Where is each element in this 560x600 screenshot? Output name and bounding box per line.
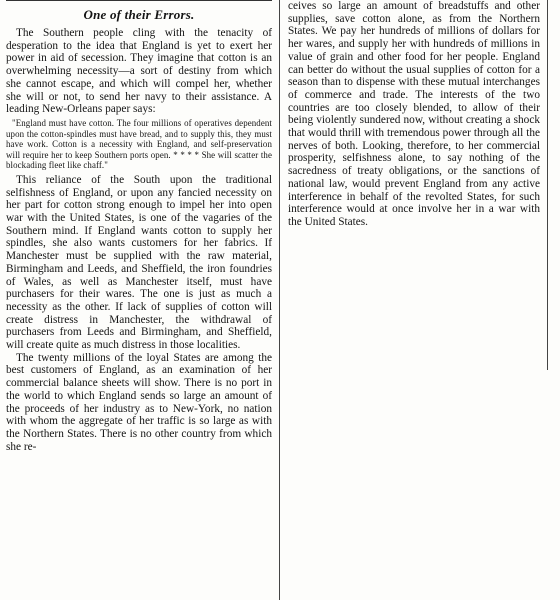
article-headline: One of their Errors. xyxy=(83,7,195,22)
quoted-passage: "England must have cotton. The four millions of operatives dependent upon the cotton-spindles must have bread, and to supply this, they must have work. Cotton is a necessity with England, and self-preservation will require her to keep Southern ports open. * * * * She will scatter the blockading fleet like chaff." xyxy=(6,117,272,171)
column-divider-right xyxy=(547,0,548,370)
right-column xyxy=(284,0,542,600)
paragraph-3-start: The twenty millions of the loyal States are among the best customers of England, as an examination of her commercial balance sheets will show. There is no port in the world to which England sends so large an amount of the proceeds of her industry as to New-York, no nation with whom the aggregate of her traffic is so large as with the Northern States. There is no other country from which she re- xyxy=(6,351,272,453)
intro-paragraph: The Southern people cling with the tenacity of desperation to the idea that England is yet to exert her power in aid of secession. They imagine that cotton is an overwhelming necessity—a sort of destiny from which she cannot escape, and which will compel her, whether she will or not, to send her navy to their assistance. A leading New-Orleans paper says: xyxy=(6,27,272,116)
paragraph-3-continued: ceives so large an amount of breadstuffs and other supplies, save cotton alone, as from the Northern States. We pay her hundreds of millions of dollars for her wares, and supply her with hundreds of millions in value of grain and other food for her people. England can better do without the usual supplies of cotton for a season than to dispense with these mutual interchanges of commerce and trade. The interests of the two countries are too closely blended, to allow of their being violently sundered now, without creating a shock that would thrill with tremendous power through all the nerves of both. Looking, therefore, to her commercial prosperity, selfishness alone, to say nothing of the sacredness of treaty obligations, or the sanctions of national law, would prevent England from any active interference in behalf of the revolted States, for such interference would at once involve her in a war with the United States. xyxy=(288,0,540,228)
paragraph-2: This reliance of the South upon the traditional selfishness of England, or upon any fancied necessity on her part for cotton strong enough to impel her into open war with the United States, is one of the vagaries of the Southern mind. If England wants cotton to supply her spindles, she also wants customers for her fabrics. If Manchester must be supplied with the raw material, Birmingham and Leeds, and Sheffield, the iron foundries of Wales, as well as Manchester itself, must have purchasers for their wares. The one is just as much a necessity as the other. If lack of supplies of cotton will create distress in Manchester, the withdrawal of purchasers from Leeds and Birmingham, and Sheffield, will create quite as much distress in those localities. xyxy=(6,173,272,352)
column-divider xyxy=(279,0,280,600)
left-column xyxy=(4,0,276,600)
